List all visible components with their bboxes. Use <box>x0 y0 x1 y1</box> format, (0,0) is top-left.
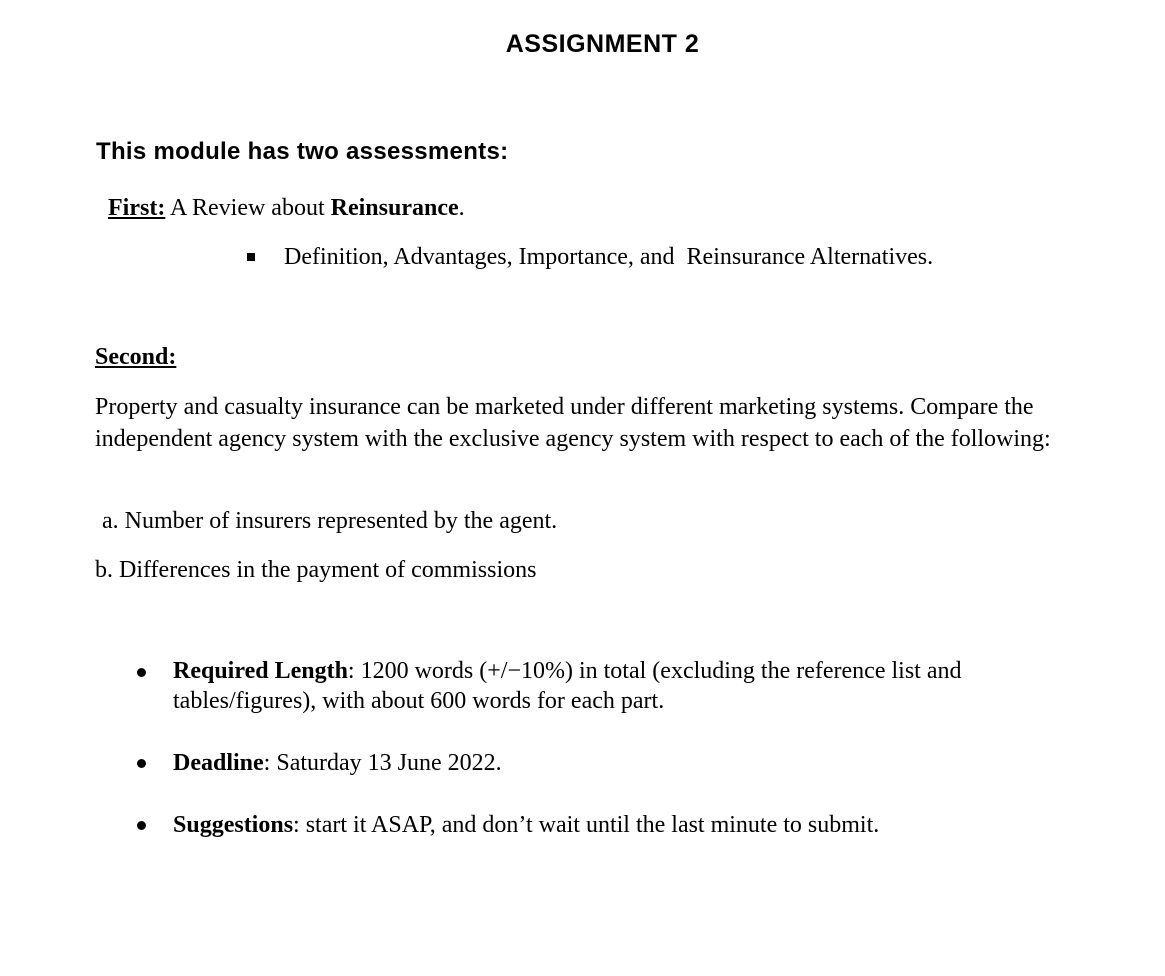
first-label: First: <box>108 195 166 221</box>
deadline-text: : Saturday 13 June 2022. <box>263 750 502 776</box>
bullet-dot-icon <box>137 759 146 768</box>
required-length-label: Required Length <box>173 658 348 684</box>
suggestions-text: : start it ASAP, and don’t wait until the last minute to submit. <box>293 812 880 838</box>
first-assessment-line <box>108 192 465 224</box>
second-label: Second: <box>95 344 177 370</box>
first-emphasis: Reinsurance <box>330 195 459 221</box>
square-bullet-icon <box>247 253 255 261</box>
bullet-dot-icon <box>137 821 146 830</box>
required-length-text: : 1200 words (+/−10%) in total (excluding the reference list and tables/figures), with about 600 words for each part. <box>173 658 962 714</box>
required-length-item <box>173 656 1053 716</box>
list-item-a: a. Number of insurers represented by the agent. <box>102 508 558 534</box>
bullet-dot-icon <box>137 668 146 677</box>
page-title: ASSIGNMENT 2 <box>505 30 700 58</box>
suggestions-item <box>173 809 879 841</box>
second-paragraph: Property and casualty insurance can be marketed under different marketing systems. Compare the independent agency system with the exclusive agency system with respect to each of the following: <box>95 394 1051 452</box>
list-item-b: b. Differences in the payment of commissions <box>95 557 537 583</box>
first-text-after: . <box>458 195 465 221</box>
module-heading: This module has two assessments: <box>96 138 509 165</box>
first-text-before: A Review about <box>165 195 331 221</box>
deadline-item <box>173 747 502 779</box>
suggestions-label: Suggestions <box>173 812 294 838</box>
deadline-label: Deadline <box>173 750 264 776</box>
first-bullet-text: Definition, Advantages, Importance, and Reinsurance Alternatives. <box>284 244 934 270</box>
second-assessment-label <box>95 341 176 373</box>
